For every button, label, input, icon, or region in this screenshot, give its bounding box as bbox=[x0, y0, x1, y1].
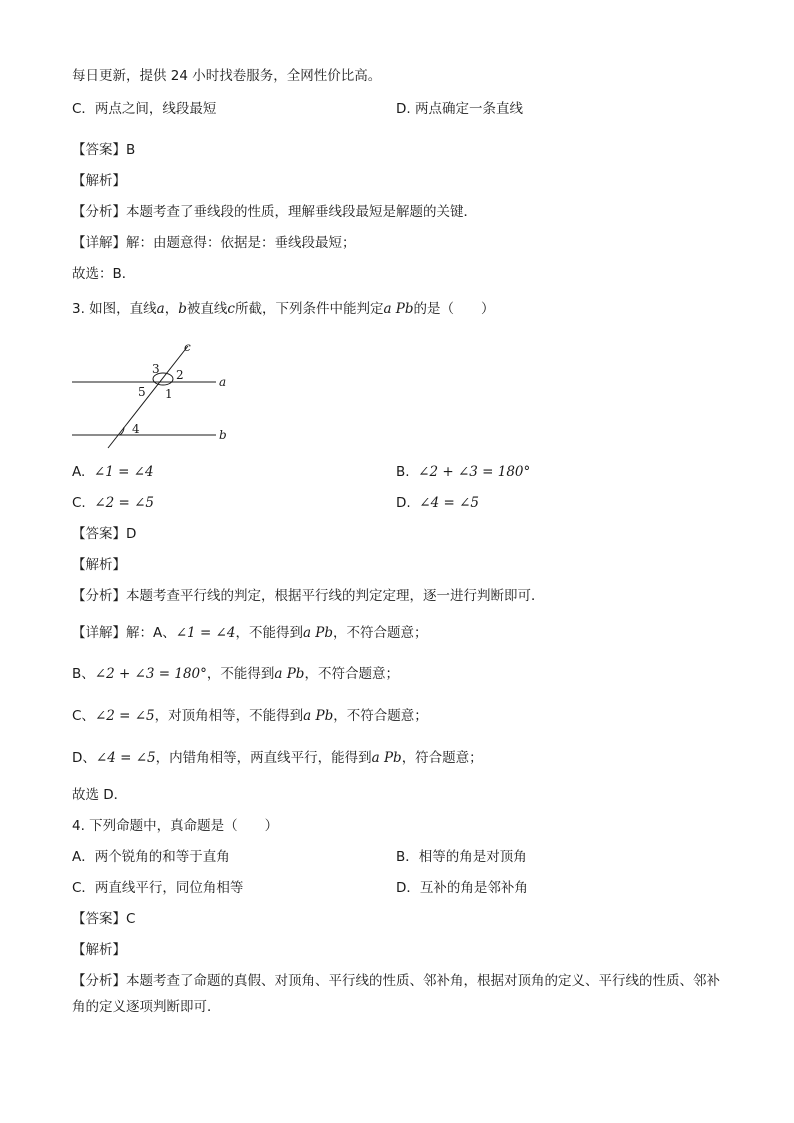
q3-xb-end: ，不符合题意； bbox=[304, 666, 399, 682]
angle-label-1: 1 bbox=[165, 387, 173, 401]
q3-xa-end: ，不符合题意； bbox=[333, 625, 428, 641]
q3-parallel: a Pb bbox=[383, 301, 414, 317]
q2-xiangjie: 【详解】解：由题意得：依据是：垂线段最短； bbox=[72, 235, 356, 251]
q3-option-a-prefix: A. bbox=[72, 464, 86, 480]
q3-xd-end: ，符合题意； bbox=[401, 750, 483, 766]
q3-sep: ， bbox=[164, 301, 179, 317]
q3-xiangjie-a bbox=[72, 624, 428, 642]
q2-choose: 故选：B． bbox=[72, 266, 136, 282]
q3-var-b: b bbox=[178, 301, 187, 317]
q2-option-d: D. 两点确定一条直线 bbox=[396, 101, 523, 117]
q4-fenxi: 【分析】本题考查了命题的真假、对顶角、平行线的性质、邻补角，根据对顶角的定义、平行线的性质、邻补角的定义逐项判断即可． bbox=[72, 973, 720, 1015]
q3-xiangjie-d bbox=[72, 749, 483, 767]
q3-option-c bbox=[72, 494, 154, 512]
q4-option-a: A．两个锐角的和等于直角 bbox=[72, 849, 230, 865]
q4-stem: 4. 下列命题中，真命题是（ ） bbox=[72, 818, 279, 834]
q3-analysis-title: 【解析】 bbox=[72, 557, 126, 573]
q3-option-d bbox=[396, 494, 479, 512]
q3-option-c-expr: ∠2 = ∠5 bbox=[94, 495, 155, 511]
q3-xb-expr: ∠2 + ∠3 = 180° bbox=[94, 666, 207, 682]
q3-xc-parallel: a Pb bbox=[303, 708, 334, 724]
q3-xb-parallel: a Pb bbox=[274, 666, 305, 682]
q3-xc-expr: ∠2 = ∠5 bbox=[94, 708, 155, 724]
angle-label-2: 2 bbox=[176, 368, 184, 382]
header-note: 每日更新，提供 24 小时找卷服务，全网性价比高。 bbox=[72, 68, 382, 84]
q3-xc-mid: ，对顶角相等，不能得到 bbox=[154, 708, 304, 724]
q3-stem-a: 3. 如图，直线 bbox=[72, 301, 157, 317]
angle-label-3: 3 bbox=[152, 362, 160, 376]
q4-option-b: B．相等的角是对顶角 bbox=[396, 849, 527, 865]
label-a: a bbox=[219, 375, 227, 389]
q3-figure bbox=[68, 338, 248, 453]
line-c bbox=[108, 346, 188, 448]
q3-var-a: a bbox=[156, 301, 165, 317]
q3-choose: 故选 D． bbox=[72, 787, 128, 803]
q3-xd-mid: ，内错角相等，两直线平行，能得到 bbox=[155, 750, 372, 766]
q3-xc-prefix: C、 bbox=[72, 708, 95, 724]
q3-option-d-prefix: D. bbox=[396, 495, 411, 511]
q3-xd-prefix: D、 bbox=[72, 750, 96, 766]
q3-xa-mid: ，不能得到 bbox=[235, 625, 303, 641]
q3-option-b-prefix: B. bbox=[396, 464, 410, 480]
q3-option-b-expr: ∠2 + ∠3 = 180° bbox=[418, 464, 531, 480]
q3-option-c-prefix: C. bbox=[72, 495, 86, 511]
q3-option-b bbox=[396, 463, 530, 481]
q4-analysis-title: 【解析】 bbox=[72, 942, 126, 958]
q3-xa-parallel: a Pb bbox=[302, 625, 334, 641]
q3-stem bbox=[72, 300, 495, 318]
q3-fenxi: 【分析】本题考查平行线的判定，根据平行线的判定定理，逐一进行判断即可． bbox=[72, 588, 545, 604]
q3-stem-d: 的是（ ） bbox=[413, 301, 495, 317]
q3-xb-prefix: B、 bbox=[72, 666, 95, 682]
q3-var-c: c bbox=[227, 301, 235, 317]
label-c: c bbox=[184, 340, 191, 354]
q3-xb-mid: ，不能得到 bbox=[206, 666, 275, 682]
q3-answer: 【答案】D bbox=[72, 526, 137, 542]
q4-option-d: D．互补的角是邻补角 bbox=[396, 880, 528, 896]
label-b: b bbox=[219, 428, 227, 442]
q2-fenxi: 【分析】本题考查了垂线段的性质，理解垂线段最短是解题的关键． bbox=[72, 204, 477, 220]
q4-option-c: C．两直线平行，同位角相等 bbox=[72, 880, 244, 896]
q3-xa-expr: ∠1 = ∠4 bbox=[175, 625, 236, 641]
angle-label-5: 5 bbox=[138, 385, 146, 399]
q4-answer: 【答案】C bbox=[72, 911, 136, 927]
q2-answer: 【答案】B bbox=[72, 142, 136, 158]
q3-option-a bbox=[72, 463, 154, 481]
q3-stem-b: 被直线 bbox=[186, 301, 228, 317]
q3-xiangjie-b bbox=[72, 665, 399, 683]
q3-xd-expr: ∠4 = ∠5 bbox=[95, 750, 156, 766]
q3-option-a-expr: ∠1 = ∠4 bbox=[93, 464, 154, 480]
q3-stem-c: 所截，下列条件中能判定 bbox=[234, 301, 384, 317]
q2-analysis-title: 【解析】 bbox=[72, 173, 126, 189]
angle-label-4: 4 bbox=[132, 422, 140, 436]
q2-option-c: C．两点之间，线段最短 bbox=[72, 101, 217, 117]
q3-xc-end: ，不符合题意； bbox=[333, 708, 428, 724]
q3-xa-prefix: 【详解】解：A、 bbox=[72, 625, 176, 641]
q3-xd-parallel: a Pb bbox=[371, 750, 402, 766]
q3-option-d-expr: ∠4 = ∠5 bbox=[419, 495, 479, 511]
q3-xiangjie-c bbox=[72, 707, 428, 725]
